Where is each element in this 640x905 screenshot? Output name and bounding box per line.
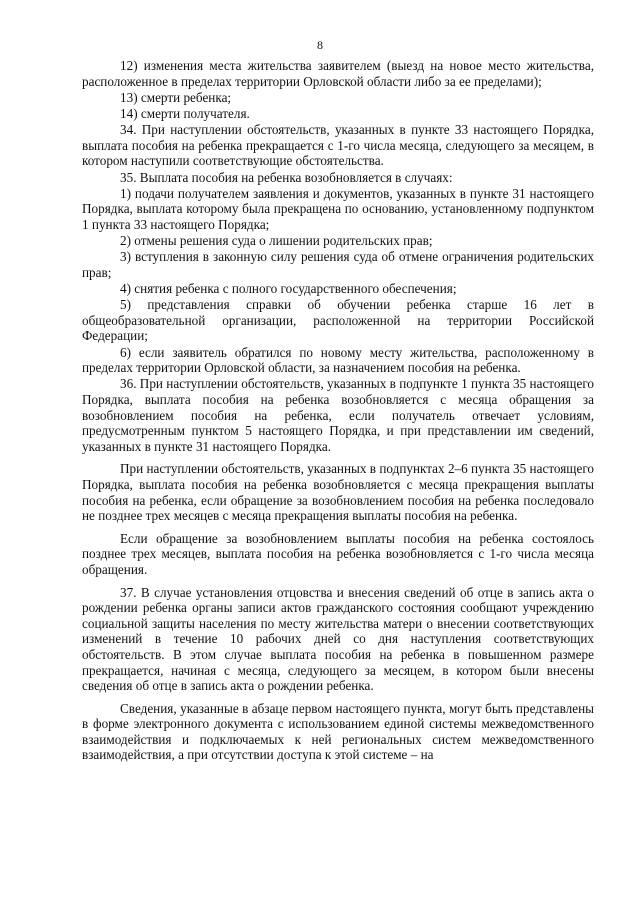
paragraph-37: 37. В случае установления отцовства и внесения сведений об отце в запись акта о рождении ребенка органы записи актов гражданского состояния сообщают учреждению социальной защиты населения по месту жительства матери о внесении соответствующих изменений в течение 10 рабочих дней со дня наступления соответствующих обстоятельств. В этом случае выплата пособия на ребенка в повышенном размере прекращается, начиная с месяца, следующего за месяцем, в котором были внесены сведения об отце в запись акта о рождении ребенка. <box>82 584 594 694</box>
paragraph-35-item-5: 5) представления справки об обучении ребенка старше 16 лет в общеобразовательной организации, расположенной на территории Российской Федерации; <box>82 297 594 344</box>
paragraph-37-part-2: Сведения, указанные в абзаце первом настоящего пункта, могут быть представлены в форме электронного документа с использованием единой системы межведомственного взаимодействия и подключаемых к ней региональных систем межведомственного взаимодействия, а при отсутствии доступа к этой системе – на <box>82 700 594 763</box>
document-body <box>82 58 594 764</box>
paragraph-35-item-4: 4) снятия ребенка с полного государственного обеспечения; <box>120 281 457 297</box>
paragraph-13-death-child: 13) смерти ребенка; <box>120 89 232 105</box>
paragraph-35-item-1: 1) подачи получателем заявления и документов, указанных в пункте 31 настоящего Порядка, выплата которому была прекращена по основанию, установленному подпунктом 1 пункта 33 настоящего Порядка; <box>82 185 594 232</box>
paragraph-35: 35. Выплата пособия на ребенка возобновляется в случаях: <box>120 169 453 185</box>
page-number: 8 <box>317 38 323 52</box>
paragraph-14-death-recipient: 14) смерти получателя. <box>120 105 250 121</box>
paragraph-36-part-2: При наступлении обстоятельств, указанных в подпунктах 2–6 пункта 35 настоящего Порядка, выплата пособия на ребенка возобновляется с месяца прекращения выплаты пособия на ребенка, если обращение за возобновлением пособия на ребенка последовало не позднее трех месяцев с месяца прекращения выплаты пособия на ребенка. <box>82 461 594 524</box>
paragraph-36-part-3: Если обращение за возобновлением выплаты пособия на ребенка состоялось позднее трех месяцев, выплата пособия на ребенка возобновляется с 1-го числа месяца обращения. <box>82 530 594 577</box>
paragraph-36: 36. При наступлении обстоятельств, указанных в подпункте 1 пункта 35 настоящего Порядка, выплата пособия на ребенка возобновляется с месяца обращения за возобновлением пособия на ребенка, если получатель отвечает условиям, предусмотренным пунктом 5 настоящего Порядка, и при представлении им сведений, указанных в пункте 31 настоящего Порядка. <box>82 376 594 454</box>
paragraph-35-item-2: 2) отмены решения суда о лишении родительских прав; <box>120 233 433 249</box>
paragraph-35-item-6: 6) если заявитель обратился по новому месту жительства, расположенному в пределах территории Орловской области, за назначением пособия на ребенка. <box>82 344 594 376</box>
paragraph-34: 34. При наступлении обстоятельств, указанных в пункте 33 настоящего Порядка, выплата пособия на ребенка прекращается с 1-го числа месяца, следующего за месяцем, в котором наступили соответствующие обстоятельства. <box>82 122 594 169</box>
paragraph-35-item-3: 3) вступления в законную силу решения суда об отмене ограничения родительских прав; <box>82 249 594 280</box>
paragraph-12-change-residence: 12) изменения места жительства заявителем (выезд на новое место жительства, расположенное в пределах территории Орловской области либо за ее пределами); <box>82 58 594 89</box>
